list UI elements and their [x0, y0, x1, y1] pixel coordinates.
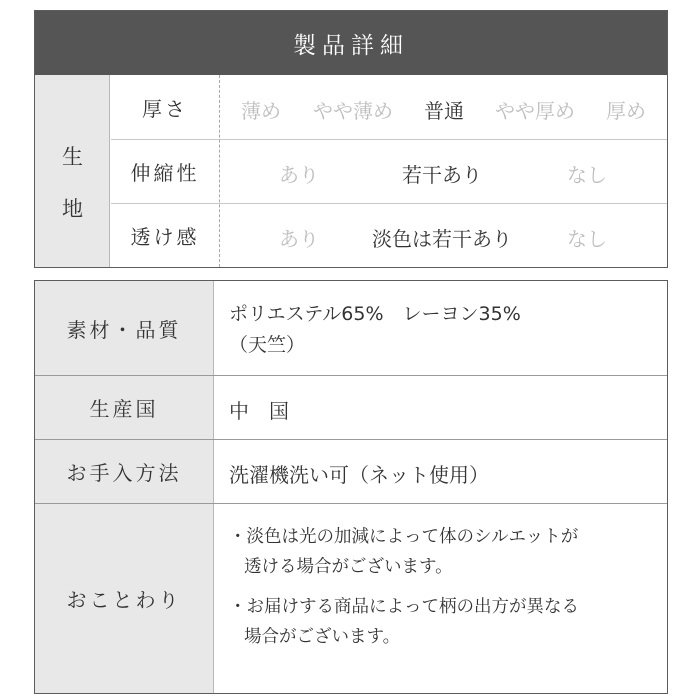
- thickness-option-thick: 厚め: [606, 99, 646, 123]
- thickness-option-normal-selected: 普通: [424, 99, 464, 123]
- origin-label: 生産国: [35, 376, 214, 439]
- stretch-option-slight-selected: 若干あり: [402, 163, 482, 187]
- fabric-side-char-1: 生: [62, 145, 83, 169]
- thickness-label: 厚さ: [142, 96, 188, 121]
- material-value-line-1: ポリエステル65% レーヨン35%: [229, 303, 521, 325]
- material-label: 素材・品質: [35, 281, 214, 375]
- sheerness-option-yes: あり: [279, 227, 319, 251]
- thickness-option-slightly-thick: やや厚め: [495, 99, 575, 123]
- product-spec-table: [34, 280, 668, 694]
- sheerness-label: 透け感: [130, 224, 200, 249]
- fabric-side-label: [35, 75, 110, 267]
- notice-item-1-line-1: ・淡色は光の加減によって体のシルエットが: [229, 527, 579, 547]
- stretch-option-none: なし: [567, 163, 607, 187]
- material-value-line-2: （天竺）: [229, 334, 306, 356]
- notice-item-2-line-2: 場合がございます。: [244, 627, 401, 647]
- notice-item-2-line-1: ・お届けする商品によって柄の出方が異なる: [229, 597, 579, 617]
- stretch-label: 伸縮性: [130, 160, 200, 185]
- thickness-option-thin: 薄め: [241, 99, 281, 123]
- fabric-side-char-2: 地: [62, 197, 83, 221]
- fabric-details-title: 製品詳細: [35, 11, 667, 75]
- notice-item-1-line-2: 透ける場合がございます。: [244, 557, 453, 577]
- fabric-details-table: [34, 10, 668, 268]
- sheerness-option-light-colors-selected: 淡色は若干あり: [372, 227, 512, 251]
- care-value: 洗濯機洗い可（ネット使用）: [229, 463, 489, 487]
- stretch-option-yes: あり: [279, 163, 319, 187]
- thickness-option-slightly-thin: やや薄め: [313, 99, 393, 123]
- sheerness-option-none: なし: [567, 227, 607, 251]
- notice-label: おことわり: [35, 504, 214, 693]
- care-label: お手入方法: [35, 440, 214, 503]
- origin-value: 中 国: [229, 399, 289, 423]
- fabric-label-dashed-divider: [219, 75, 220, 267]
